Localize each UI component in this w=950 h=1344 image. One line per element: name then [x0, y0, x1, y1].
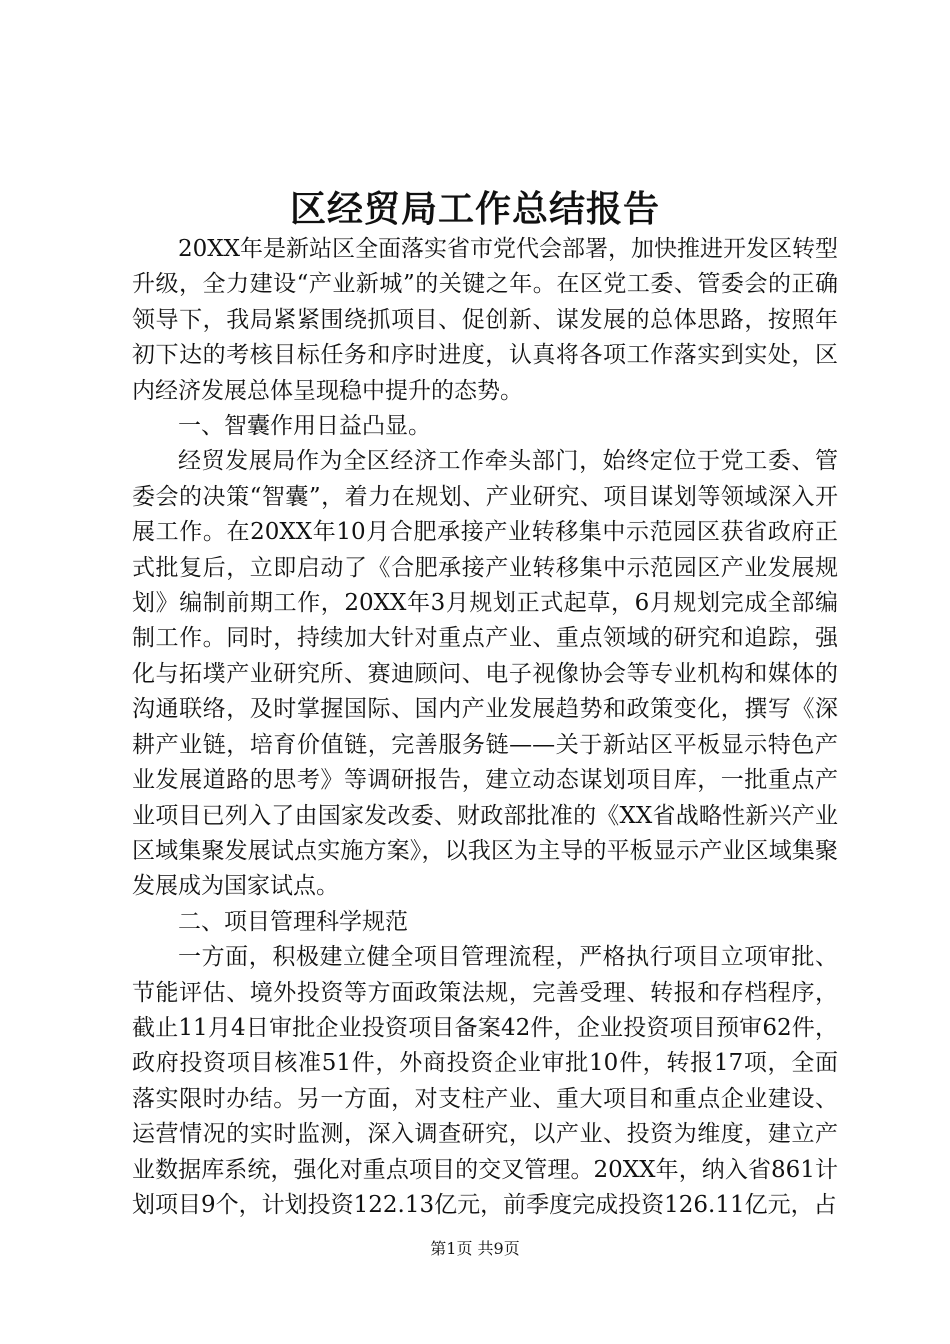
- section-2-paragraph: 一方面，积极建立健全项目管理流程，严格执行项目立项审批、节能评估、境外投资等方面政策法规，完善受理、转报和存档程序，截止11月4日审批企业投资项目备案42件，企业投资项目预审62件，政府投资项目核准51件，外商投资企业审批10件，转报17项，全面落实限时办结。另一方面，对支柱产业、重大项目和重点企业建设、运营情况的实时监测，深入调查研究，以产业、投资为维度，建立产业数据库系统，强化对重点项目的交叉管理。20XX年，纳入省861计划项目9个，计划投资122.13亿元，前季度完成投资126.11亿元，占: [132, 944, 838, 1218]
- document-title: 区经贸局工作总结报告: [289, 188, 660, 230]
- document-body: [132, 232, 838, 1223]
- intro-paragraph: 20XX年是新站区全面落实省市党代会部署，加快推进开发区转型升级，全力建设“产业新城”的关键之年。在区党工委、管委会的正确领导下，我局紧紧围绕抓项目、促创新、谋发展的总体思路，按照年初下达的考核目标任务和序时进度，认真将各项工作落实到实处，区内经济发展总体呈现稳中提升的态势。: [132, 236, 839, 404]
- section-heading-1: 一、智囊作用日益凸显。: [178, 413, 431, 440]
- section-1-paragraph: 经贸发展局作为全区经济工作牵头部门，始终定位于党工委、管委会的决策“智囊”，着力在规划、产业研究、项目谋划等领域深入开展工作。在20XX年10月合肥承接产业转移集中示范园区获省政府正式批复后，立即启动了《合肥承接产业转移集中示范园区产业发展规划》编制前期工作，20XX年3月规划正式起草，6月规划完成全部编制工作。同时，持续加大针对重点产业、重点领域的研究和追踪，强化与拓墣产业研究所、赛迪顾问、电子视像协会等专业机构和媒体的沟通联络，及时掌握国际、国内产业发展趋势和政策变化，撰写《深耕产业链，培育价值链，完善服务链——关于新站区平板显示特色产业发展道路的思考》等调研报告，建立动态谋划项目库，一批重点产业项目已列入了由国家发改委、财政部批准的《XX省战略性新兴产业区域集聚发展试点实施方案》，以我区为主导的平板显示产业区域集聚发展成为国家试点。: [132, 448, 838, 900]
- page-number-footer: 第1页 共9页: [430, 1239, 520, 1258]
- section-heading-2: 二、项目管理科学规范: [178, 908, 408, 935]
